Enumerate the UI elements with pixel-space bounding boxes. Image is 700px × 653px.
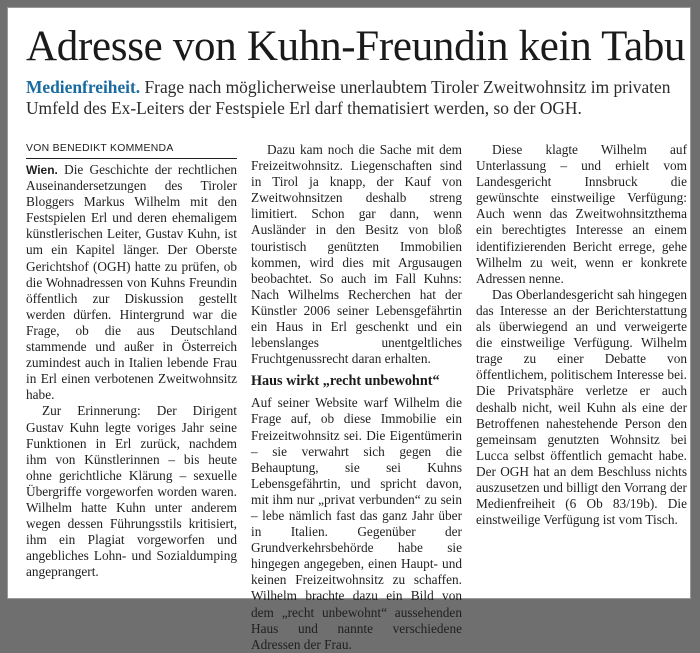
paragraph-1 bbox=[26, 162, 237, 403]
paragraph-3: Dazu kam noch die Sache mit dem Freizeitwohnsitz. Liegenschaften sind in Tirol ja knapp, der Kauf von Zweitwohnsitzen deshalb streng limitiert. Schon gar dann, wenn Ausländer in den Besitz von bloß touristisch genützten Immobilien kommen, wird dies mit Argusaugen beobachtet. So auch im Fall Kuhns: Nach Wilhelms Recherchen hat der Künstler 2006 seiner Lebensgefährtin ein Haus in Erl geschenkt und ein lebenslanges unentgeltliches Fruchtgenussrecht daran erhalten. bbox=[251, 142, 462, 367]
subheading: Haus wirkt „recht unbewohnt“ bbox=[251, 373, 440, 390]
paragraph-6: Das Oberlandesgericht sah hingegen das Interesse an der Berichterstattung als überwiegend an und verweigerte die einstweilige Verfügung. Wilhelm trage zu einer Debatte von öffentlichem, politischem Interesse bei. Die Privatsphäre verletze er auch deshalb nicht, weil Kuhn als eine der Betroffenen nahestehende Person den gemeinsam genutzten Wohnsitz bei Lucca selbst öffentlich gemacht habe. Der OGH hat an dem Beschluss nichts auszusetzen und billigt den Vorrang der Medienfreiheit (6 Ob 83/19b). Die einstweilige Verfügung ist vom Tisch. bbox=[476, 286, 687, 528]
column-2 bbox=[251, 142, 462, 653]
newspaper-clipping bbox=[7, 7, 691, 652]
paragraph-5: Diese klagte Wilhelm auf Unterlassung – und erhielt vom Landesgericht Innsbruck die gewünschte einstweilige Verfügung: Auch wenn das Zweitwohnsitzthema ein berechtigtes Interesse an einem identifizierenden Bericht errege, gehe Wilhelm zu weit, wenn er konkrete Adressen nenne. bbox=[476, 142, 687, 286]
headline: Adresse von Kuhn-Freundin kein Tabu bbox=[26, 23, 686, 70]
paragraph-1-text: Die Geschichte der rechtlichen Auseinandersetzungen des Tiroler Bloggers Markus Wilhelm mit den Festspielen Erl und deren ehemaligem künstlerischen Leiter, Gustav Kuhn, ist um ein Kapitel länger. Der Oberste Gerichtshof (OGH) hatte zu prüfen, ob die Wohnadressen von Kuhns Freundin öffentlich zur Diskussion gestellt werden dürfen. Hintergrund war die Frage, ob die aus Deutschland stammende und außer in Österreich zumindest auch in Italien lebende Frau in Erl einen verbotenen Zweitwohnsitz habe. bbox=[26, 162, 237, 403]
kicker: Medienfreiheit. bbox=[26, 77, 141, 97]
byline: VON BENEDIKT KOMMENDA bbox=[26, 142, 237, 159]
column-3 bbox=[476, 142, 687, 528]
lead-text: Frage nach möglicherweise unerlaubtem Tiroler Zweitwohnsitz im privaten Umfeld des Ex-Leiters der Festspiele Erl darf thematisiert werden, so der OGH. bbox=[26, 77, 671, 118]
dateline: Wien. bbox=[26, 163, 58, 177]
lead-paragraph bbox=[26, 77, 686, 119]
paragraph-2: Zur Erinnerung: Der Dirigent Gustav Kuhn legte voriges Jahr seine Funktionen in Erl zurück, nachdem ihm von Künstlerinnen – bis heute ohne gerichtliche Klärung – sexuelle Übergriffe vorgeworfen worden waren. Wilhelm hatte Kuhn unter anderem wegen dessen Führungsstils kritisiert, ihm ein Plagiat vorgeworfen und angebliches Lohn- und Sozialdumping angeprangert. bbox=[26, 403, 237, 580]
paragraph-4: Auf seiner Website warf Wilhelm die Frage auf, ob diese Immobilie ein Freizeitwohnsitz sei. Die Eigentümerin – sie verwahrt sich gegen die Behauptung, sie sei Kuhns Lebensgefährtin, und spricht davon, mit ihm nur „privat verbunden“ zu sein – lebe nämlich fast das ganz Jahr über in Italien. Gegenüber der Grundverkehrsbehörde habe sie hingegen angegeben, einen Haupt- und keinen Freizeitwohnsitz zu schaffen. Wilhelm brachte dazu ein Bild von dem „recht unbewohnt“ aussehenden Haus und nannte verschiedene Adressen der Frau. bbox=[251, 395, 462, 652]
column-1 bbox=[26, 162, 237, 580]
